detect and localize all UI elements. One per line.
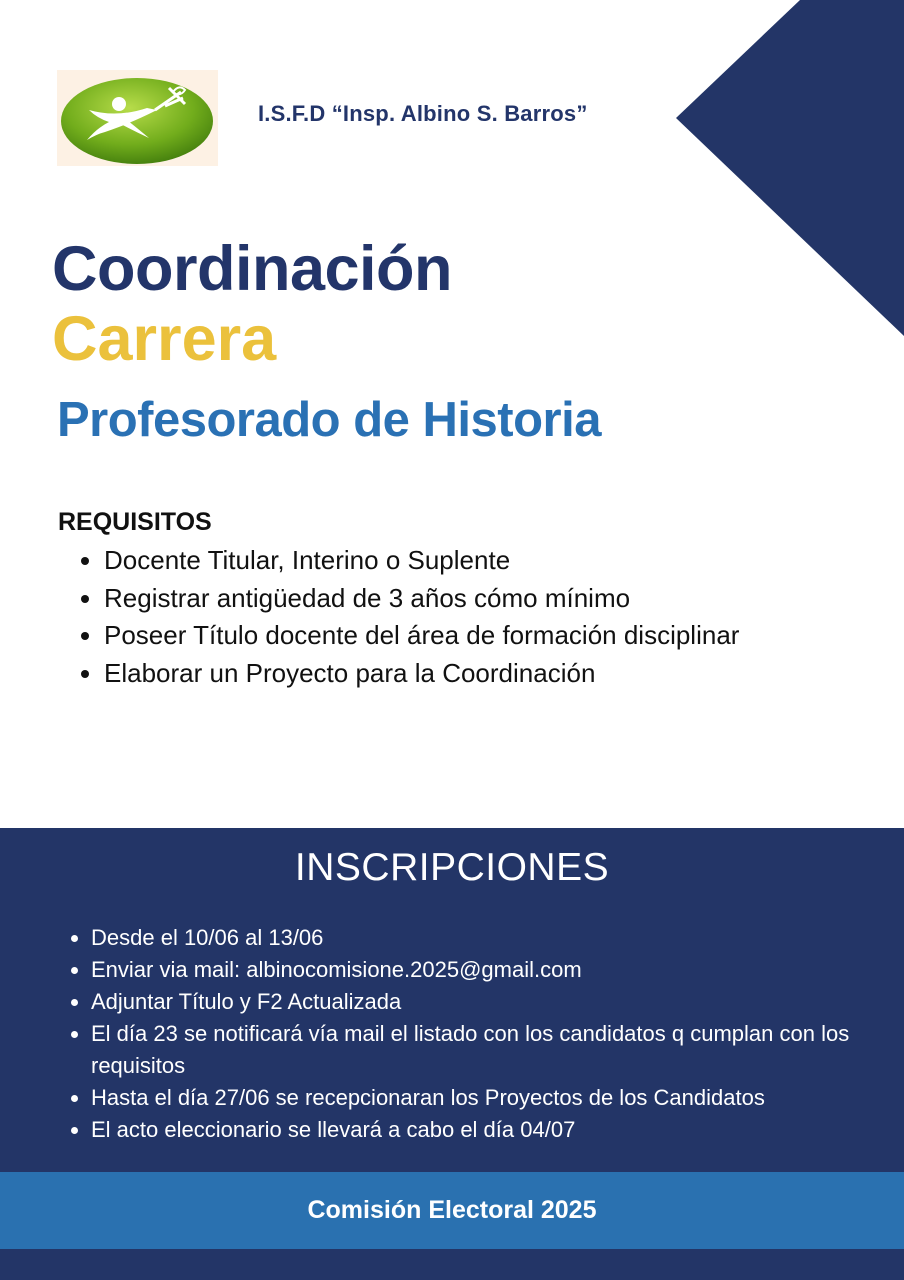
list-item: • Elaborar un Proyecto para la Coordinación: [104, 655, 764, 693]
page-title: Coordinación: [52, 234, 452, 304]
institution-logo: [57, 70, 218, 166]
corner-triangle: [676, 0, 904, 336]
page-subtitle: Carrera: [52, 304, 277, 374]
list-item: • Registrar antigüedad de 3 años cómo mínimo: [104, 580, 764, 618]
list-item: • El acto eleccionario se llevará a cabo el día 04/07: [91, 1114, 851, 1146]
requirements-heading: REQUISITOS: [58, 508, 212, 536]
institution-name: I.S.F.D “Insp. Albino S. Barros”: [258, 101, 588, 126]
registrations-list: [48, 922, 851, 1146]
list-item: • Docente Titular, Interino o Suplente: [104, 542, 764, 580]
list-item: • Hasta el día 27/06 se recepcionaran los Proyectos de los Candidatos: [91, 1082, 851, 1114]
footer-label: Comisión Electoral 2025: [307, 1196, 597, 1224]
list-item: • El día 23 se notificará vía mail el listado con los candidatos q cumplan con los requisitos: [91, 1018, 851, 1082]
requirements-list: [58, 542, 764, 692]
career-name: Profesorado de Historia: [57, 393, 601, 447]
registrations-heading: INSCRIPCIONES: [294, 846, 610, 889]
list-item: • Desde el 10/06 al 13/06: [91, 922, 851, 954]
list-item: • Poseer Título docente del área de formación disciplinar: [104, 617, 764, 655]
footer-bar: [0, 1172, 904, 1249]
list-item: • Enviar via mail: albinocomisione.2025@gmail.com: [91, 954, 851, 986]
list-item: • Adjuntar Título y F2 Actualizada: [91, 986, 851, 1018]
